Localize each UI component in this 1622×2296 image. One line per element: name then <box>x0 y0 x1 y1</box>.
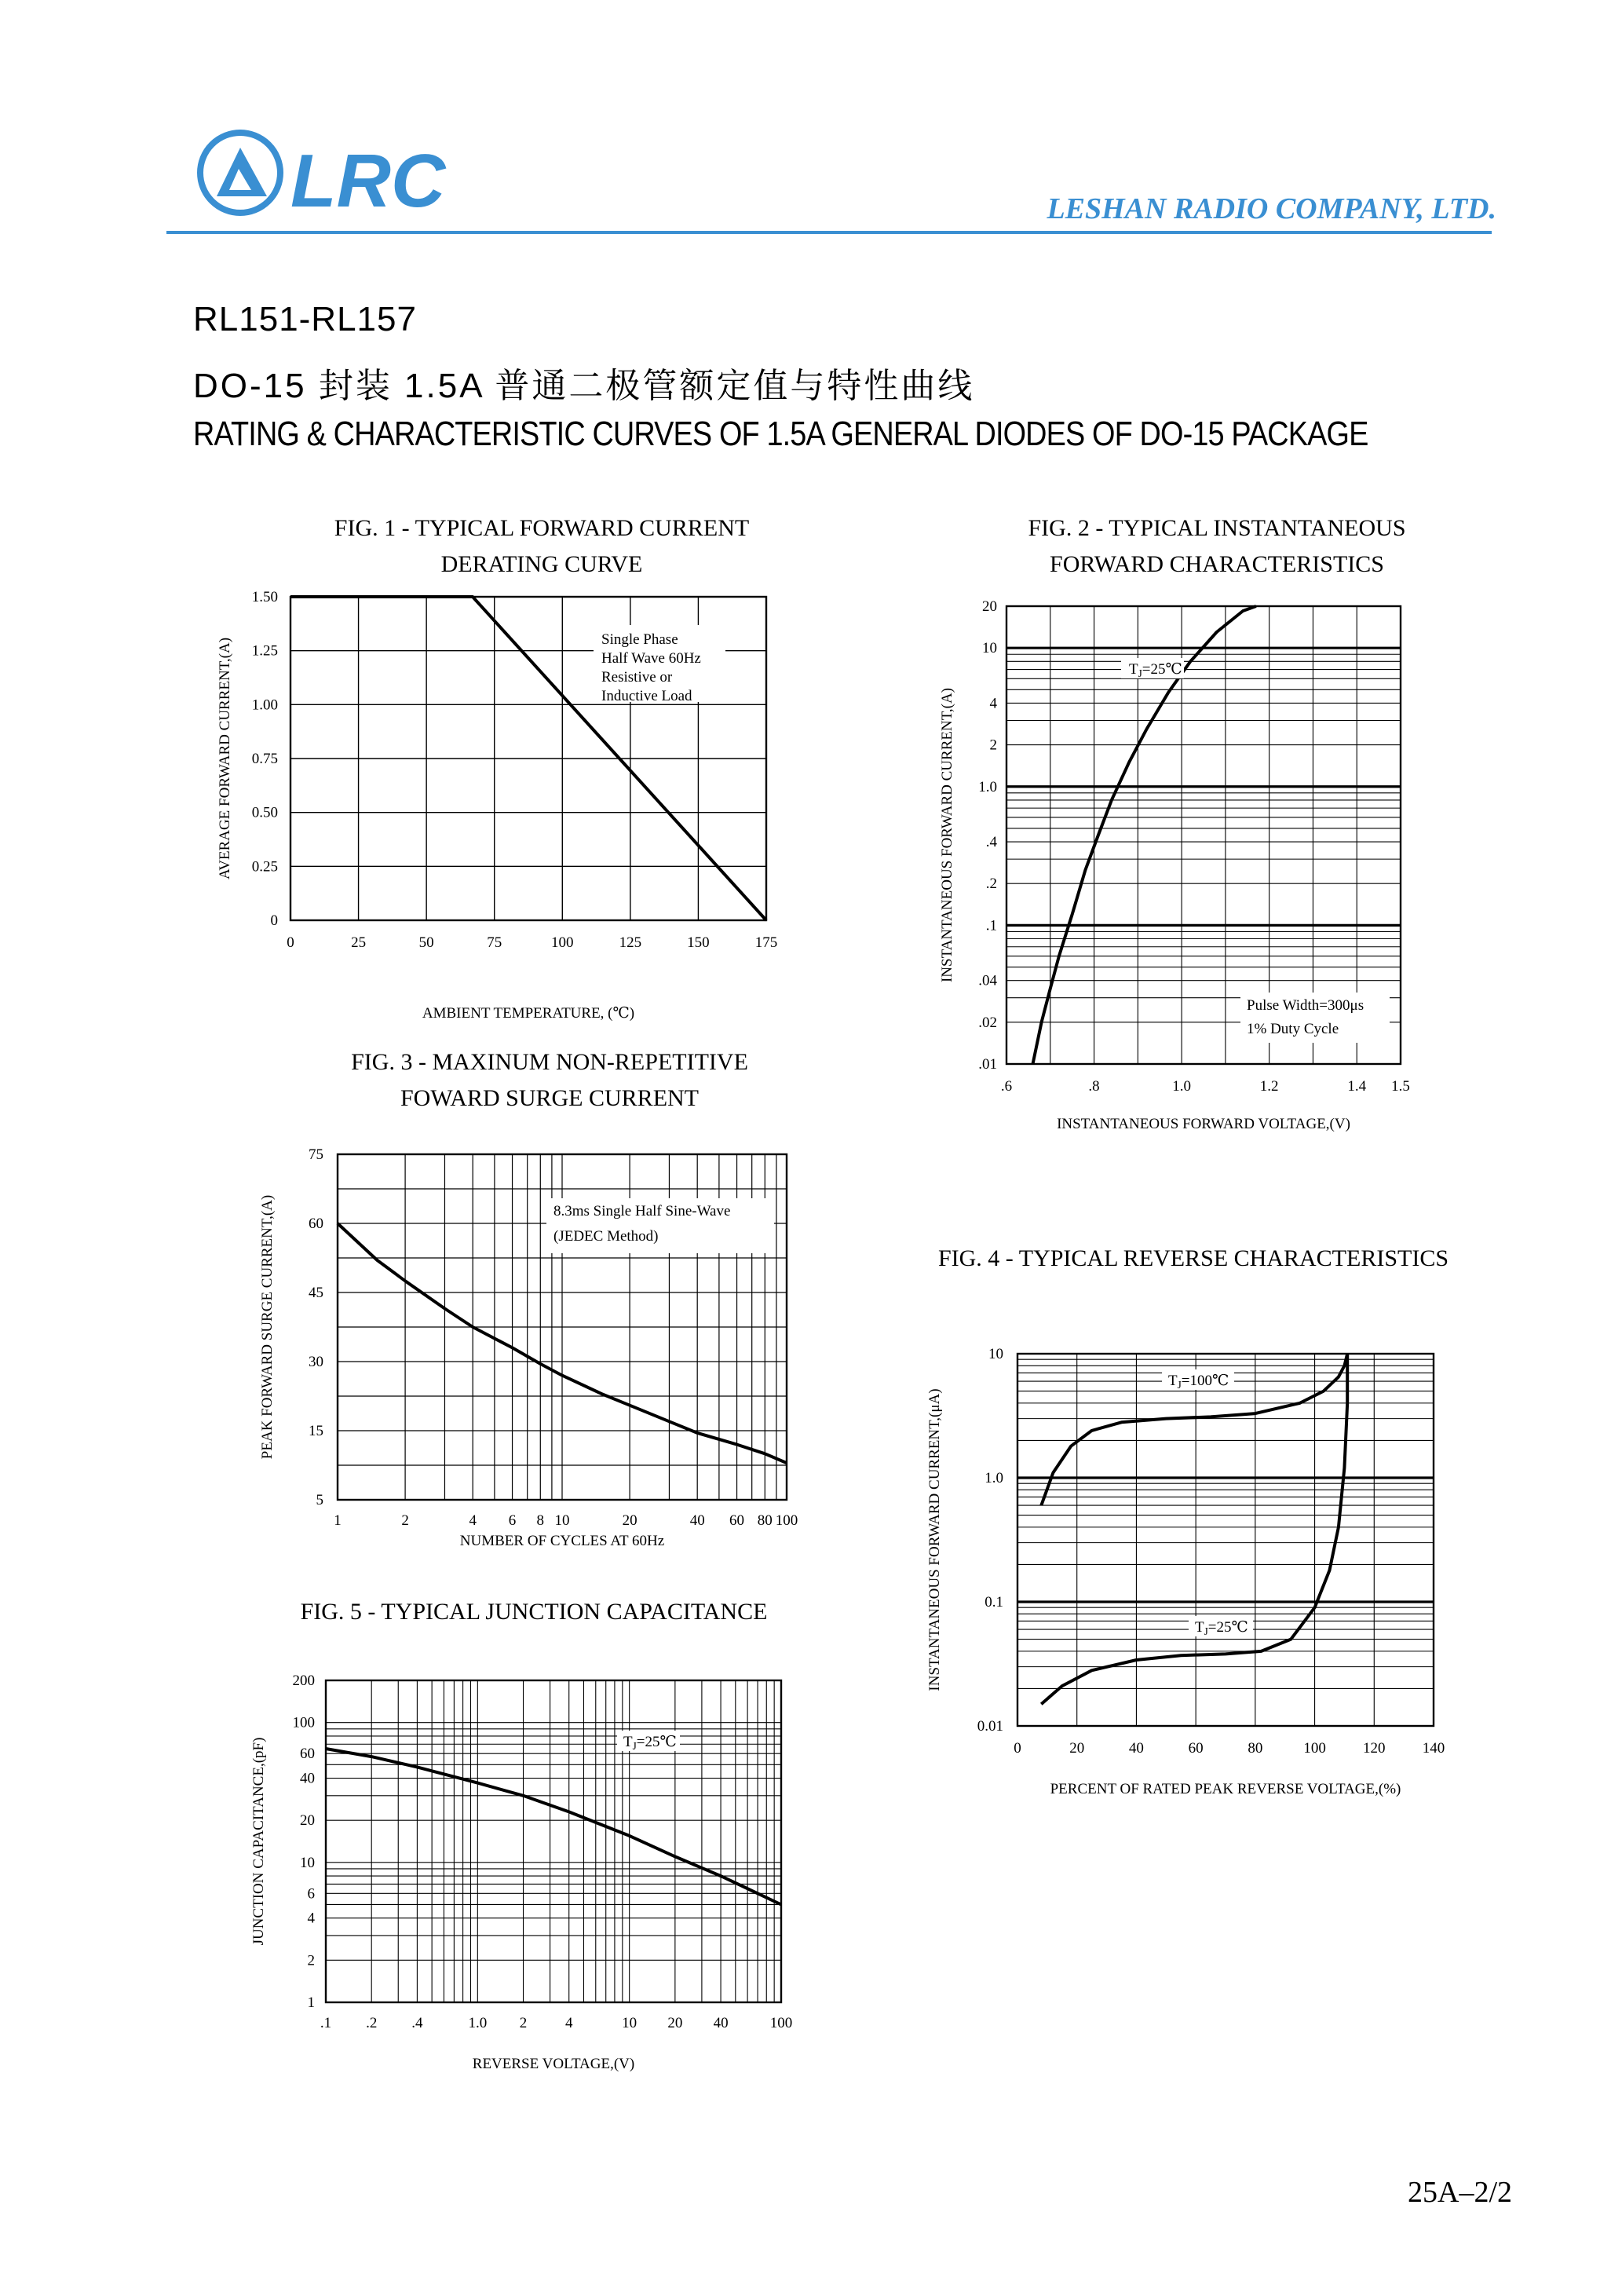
fig5-y-tick-label-3: 6 <box>307 1885 315 1903</box>
fig5-x-tick-label-1: .2 <box>366 2015 378 2031</box>
fig1-x-tick-label-7: 175 <box>754 934 778 951</box>
fig5-y-tick-label-7: 60 <box>300 1746 315 1763</box>
fig4-title <box>879 1241 1507 1277</box>
fig1-title-line2: DERATING CURVE <box>440 551 643 577</box>
fig2-title <box>942 510 1492 583</box>
fig2-y-tick-label-8: 4 <box>989 695 997 712</box>
fig1-x-tick-label-4: 100 <box>551 934 574 951</box>
fig5-x-tick-label-0: .1 <box>320 2015 332 2031</box>
fig2-y-tick-label-10: 20 <box>982 598 997 615</box>
fig3-x-tick-label-8: 60 <box>729 1512 745 1529</box>
fig3-x-tick-label-0: 1 <box>334 1512 342 1529</box>
page-header <box>0 0 1622 259</box>
fig4-x-tick-label-5: 100 <box>1303 1740 1326 1757</box>
fig1-title-line1: FIG. 1 - TYPICAL FORWARD CURRENT <box>334 515 750 541</box>
fig2-x-tick-label-1: .8 <box>1088 1078 1100 1095</box>
fig2-x-tick-label-3: 1.2 <box>1259 1078 1279 1095</box>
fig1-x-tick-label-0: 0 <box>287 934 294 951</box>
fig1-x-tick-label-6: 150 <box>687 934 710 951</box>
fig3-chart <box>236 1131 832 1570</box>
fig4-y-tick-label-2: 1.0 <box>985 1470 1003 1486</box>
logo-text: LRC <box>290 139 446 223</box>
fig4-y-axis-label: INSTANTANEOUS FORWARD CURRENT,(μA) <box>926 1388 943 1691</box>
fig3-y-tick-label-2: 30 <box>309 1354 323 1370</box>
fig5-x-tick-label-6: 10 <box>622 2015 637 2031</box>
fig5-y-tick-label-0: 1 <box>307 1994 315 2011</box>
fig5-series-line-0 <box>326 1749 781 1905</box>
fig5-y-tick-label-8: 100 <box>292 1714 315 1731</box>
fig5-y-tick-label-9: 200 <box>292 1673 315 1689</box>
fig4-y-tick-label-1: 0.1 <box>985 1594 1003 1610</box>
fig4-x-tick-label-2: 40 <box>1128 1740 1144 1757</box>
lrc-triangle-logo-icon <box>193 126 476 224</box>
fig3-x-tick-label-10: 100 <box>775 1512 798 1529</box>
part-number: RL151-RL157 <box>193 300 417 338</box>
fig1-x-tick-label-3: 75 <box>487 934 502 951</box>
fig2-y-tick-label-2: .04 <box>978 972 997 989</box>
fig3-x-axis-label: NUMBER OF CYCLES AT 60Hz <box>459 1533 665 1549</box>
fig4-x-axis-label: PERCENT OF RATED PEAK REVERSE VOLTAGE,(%) <box>1050 1781 1401 1797</box>
fig3-x-tick-label-9: 80 <box>757 1512 773 1529</box>
fig1-y-tick-label-2: 0.50 <box>251 804 278 821</box>
fig2-y-tick-label-0: .01 <box>978 1056 997 1073</box>
fig2-y-tick-label-7: 2 <box>989 737 997 754</box>
fig4-temp-label-25: $T_J=25℃$ <box>1195 1619 1248 1637</box>
fig4-y-tick-label-3: 10 <box>988 1346 1003 1362</box>
fig1-y-tick-label-1: 0.25 <box>251 858 278 876</box>
fig3-x-tick-label-7: 40 <box>689 1512 705 1529</box>
fig1-y-tick-label-0: 0 <box>270 912 278 929</box>
fig5-y-tick-label-1: 2 <box>307 1952 315 1969</box>
fig5-x-tick-label-4: 2 <box>519 2015 528 2031</box>
fig3-title-line1: FIG. 3 - MAXINUM NON-REPETITIVE <box>351 1049 748 1075</box>
fig1-title <box>267 510 816 583</box>
fig1-annotation-0: Single Phase <box>601 631 678 648</box>
fig1-annotation-3: Inductive Load <box>601 688 692 704</box>
fig4-x-tick-label-6: 120 <box>1363 1740 1386 1757</box>
fig2-x-tick-label-0: .6 <box>1000 1078 1013 1095</box>
fig2-y-tick-label-5: .4 <box>985 834 997 851</box>
fig5-y-tick-label-4: 10 <box>300 1854 315 1871</box>
fig2-y-tick-label-9: 10 <box>982 640 997 657</box>
fig3-y-tick-label-4: 60 <box>309 1216 323 1232</box>
fig1-y-tick-label-3: 0.75 <box>251 751 278 767</box>
fig3-y-tick-label-3: 45 <box>309 1285 323 1301</box>
fig1-y-axis-label: AVERAGE FORWARD CURRENT,(A) <box>217 637 233 880</box>
fig2-y-axis-label: INSTANTANEOUS FORWARD CURRENT,(A) <box>939 687 955 983</box>
fig1-y-tick-label-5: 1.25 <box>251 642 278 660</box>
fig3-x-tick-label-4: 8 <box>536 1512 545 1529</box>
fig1-x-axis-label: AMBIENT TEMPERATURE, (℃) <box>422 1005 635 1022</box>
fig3-title <box>259 1044 840 1117</box>
fig2-title-line2: FORWARD CHARACTERISTICS <box>1050 551 1384 577</box>
fig5-temp-label: $T_J=25℃$ <box>623 1734 677 1752</box>
fig3-x-tick-label-2: 4 <box>469 1512 477 1529</box>
fig5-x-axis-label: REVERSE VOLTAGE,(V) <box>472 2056 635 2072</box>
fig2-y-tick-label-1: .02 <box>978 1014 997 1031</box>
fig5-chart <box>236 1673 832 2081</box>
fig4-title-line1: FIG. 4 - TYPICAL REVERSE CHARACTERISTICS <box>937 1245 1449 1271</box>
fig2-x-axis-label: INSTANTANEOUS FORWARD VOLTAGE,(V) <box>1057 1116 1350 1132</box>
fig5-title <box>236 1594 832 1630</box>
fig2-chart <box>919 597 1437 1146</box>
fig4-chart <box>911 1327 1484 1798</box>
fig4-y-tick-label-0: 0.01 <box>977 1718 1003 1735</box>
fig3-x-tick-label-6: 20 <box>622 1512 637 1529</box>
fig4-x-tick-label-7: 140 <box>1422 1740 1445 1757</box>
page-number: 25A–2/2 <box>1408 2176 1512 2209</box>
fig1-x-tick-label-5: 125 <box>619 934 642 951</box>
fig2-y-tick-label-6: 1.0 <box>978 778 997 795</box>
fig5-y-axis-label: JUNCTION CAPACITANCE,(pF) <box>250 1737 267 1946</box>
fig2-pulse-annotation-1: 1% Duty Cycle <box>1247 1021 1339 1037</box>
fig3-annotation-0: 8.3ms Single Half Sine-Wave <box>553 1203 731 1219</box>
fig5-x-tick-label-8: 40 <box>713 2015 729 2031</box>
fig4-x-tick-label-0: 0 <box>1014 1740 1021 1757</box>
fig3-y-tick-label-1: 15 <box>309 1423 323 1439</box>
fig3-y-tick-label-5: 75 <box>309 1146 323 1163</box>
fig2-y-tick-label-4: .2 <box>985 876 997 893</box>
fig5-x-tick-label-7: 20 <box>667 2015 683 2031</box>
fig1-x-tick-label-2: 50 <box>418 934 434 951</box>
title-english: RATING & CHARACTERISTIC CURVES OF 1.5A GENERAL DIODES OF DO-15 PACKAGE <box>193 415 1368 453</box>
fig4-x-tick-label-3: 60 <box>1188 1740 1204 1757</box>
fig1-y-tick-label-6: 1.50 <box>251 589 278 605</box>
fig5-x-tick-label-3: 1.0 <box>468 2015 488 2031</box>
company-name: LESHAN RADIO COMPANY, LTD. <box>1047 192 1496 225</box>
fig1-annotation-1: Half Wave 60Hz <box>601 650 701 667</box>
fig5-title-line1: FIG. 5 - TYPICAL JUNCTION CAPACITANCE <box>300 1599 768 1625</box>
fig4-x-tick-label-1: 20 <box>1069 1740 1085 1757</box>
fig1-x-tick-label-1: 25 <box>351 934 367 951</box>
fig4-temp-label-100: $T_J=100℃$ <box>1168 1373 1229 1391</box>
fig3-y-axis-label: PEAK FORWARD SURGE CURRENT,(A) <box>259 1194 276 1460</box>
fig3-x-tick-label-5: 10 <box>554 1512 570 1529</box>
fig2-x-tick-label-4: 1.4 <box>1347 1078 1367 1095</box>
header-rule <box>166 231 1492 234</box>
fig5-x-tick-label-9: 100 <box>769 2015 793 2031</box>
fig2-x-tick-label-2: 1.0 <box>1172 1078 1191 1095</box>
fig3-y-tick-label-0: 5 <box>316 1492 323 1508</box>
fig4-plot-frame <box>1017 1354 1434 1726</box>
fig3-x-tick-label-1: 2 <box>401 1512 409 1529</box>
fig5-x-tick-label-5: 4 <box>564 2015 573 2031</box>
fig2-temp-label: $T_J=25℃$ <box>1129 661 1182 679</box>
title-chinese: DO-15 封装 1.5A 普通二极管额定值与特性曲线 <box>193 367 975 405</box>
fig3-annotation-1: (JEDEC Method) <box>553 1228 659 1245</box>
fig5-y-tick-label-5: 20 <box>300 1812 315 1830</box>
fig1-chart <box>196 581 824 1021</box>
fig3-title-line2: FOWARD SURGE CURRENT <box>400 1085 700 1111</box>
fig1-y-tick-label-4: 1.00 <box>251 696 278 714</box>
fig5-y-tick-label-6: 40 <box>300 1770 315 1787</box>
fig2-y-tick-label-3: .1 <box>985 917 997 934</box>
fig3-x-tick-label-3: 6 <box>508 1512 517 1529</box>
fig2-x-tick-label-5: 1.5 <box>1391 1078 1410 1095</box>
fig5-y-tick-label-2: 4 <box>307 1910 315 1927</box>
fig2-title-line1: FIG. 2 - TYPICAL INSTANTANEOUS <box>1028 515 1406 541</box>
fig5-x-tick-label-2: .4 <box>411 2015 423 2031</box>
fig1-annotation-2: Resistive or <box>601 669 673 686</box>
fig2-pulse-annotation-0: Pulse Width=300μs <box>1247 997 1364 1014</box>
fig4-x-tick-label-4: 80 <box>1248 1740 1263 1757</box>
